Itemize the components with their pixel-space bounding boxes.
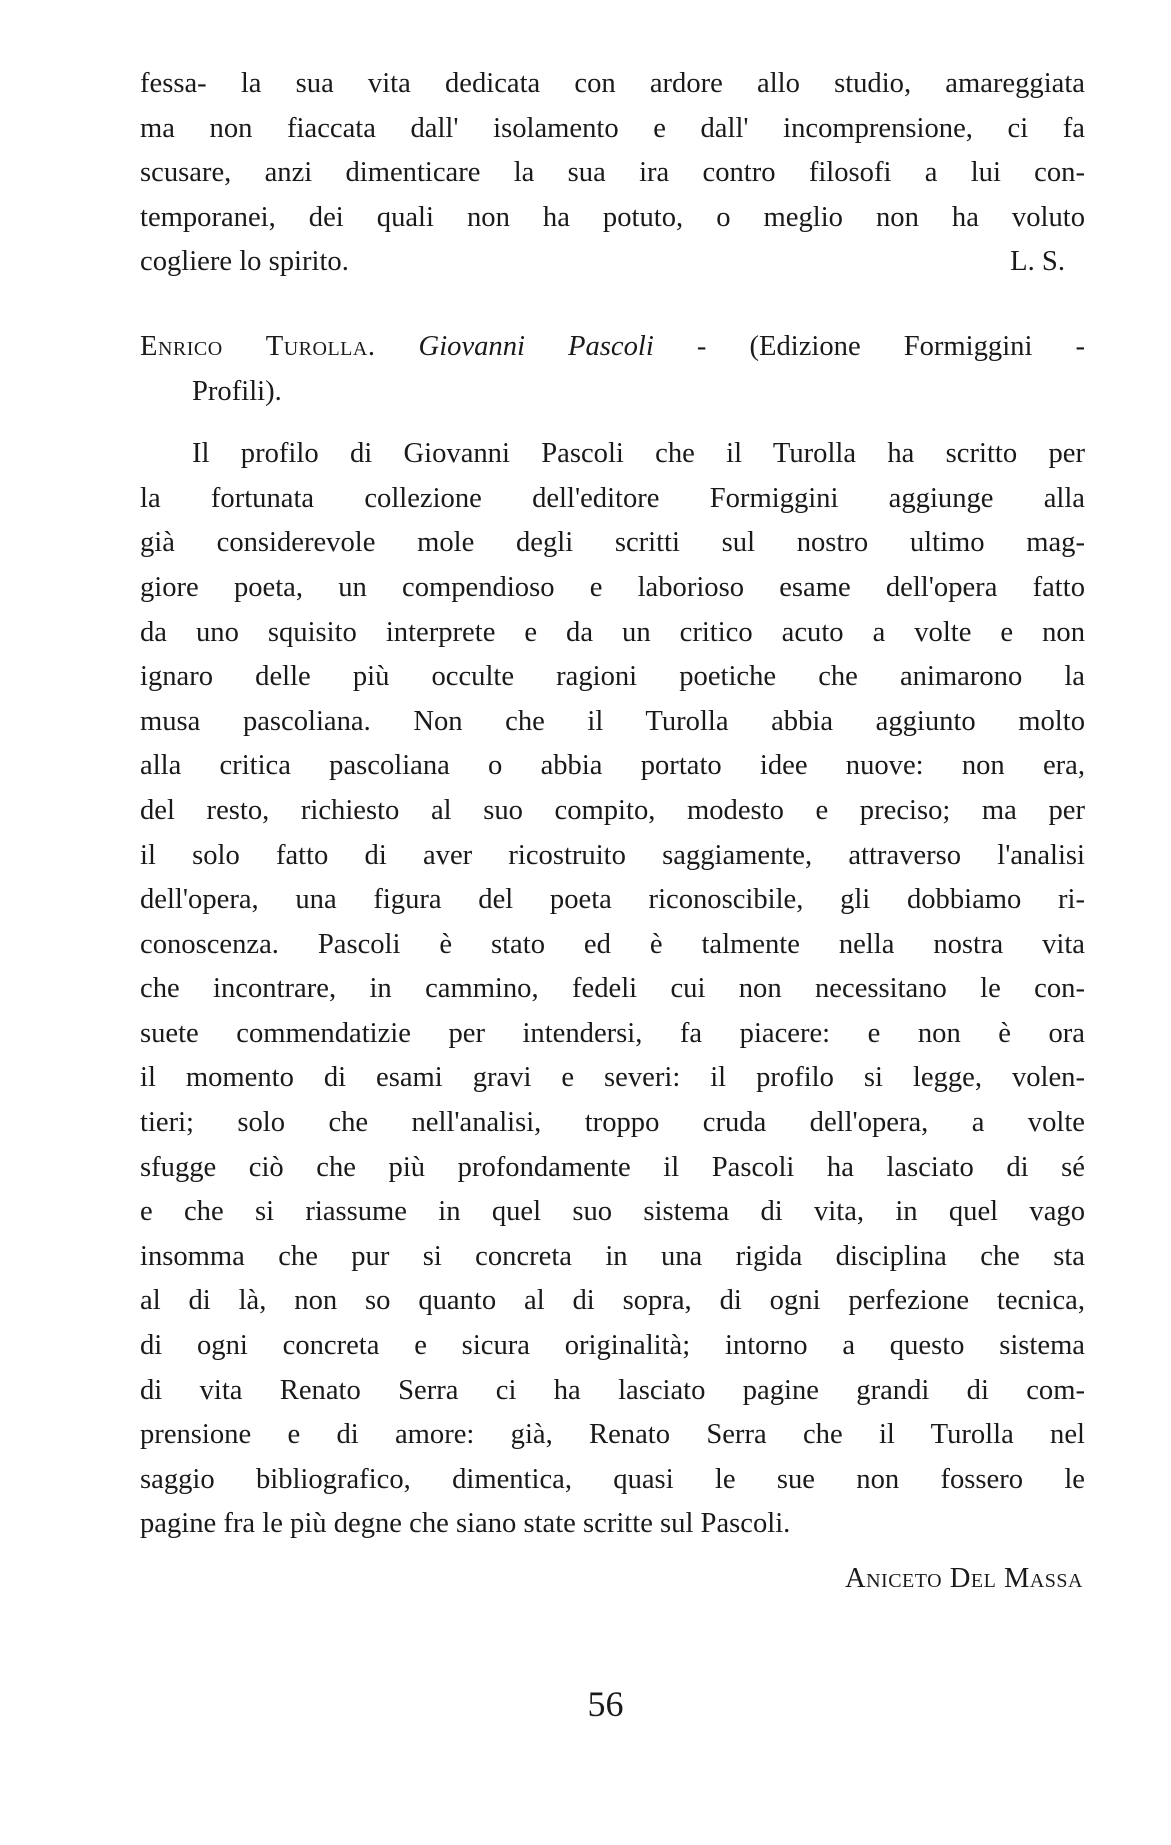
review-heading	[140, 325, 1085, 414]
text-line: ma non fiaccata dall' isolamento e dall' incomprensione, ci fa	[140, 112, 1085, 144]
text-line: la fortunata collezione dell'editore Formiggini aggiunge alla	[140, 482, 1085, 514]
text-line: musa pascoliana. Non che il Turolla abbia aggiunto molto	[140, 705, 1085, 737]
text-line: da uno squisito interprete e da un critico acuto a volte e non	[140, 616, 1085, 648]
text-line: di ogni concreta e sicura originalità; intorno a questo sistema	[140, 1330, 1085, 1362]
book-publisher: - (Edizione Formiggini -	[696, 330, 1085, 362]
text-line: e che si riassume in quel suo sistema di vita, in quel vago	[140, 1196, 1085, 1228]
text-line: dell'opera, una figura del poeta riconoscibile, gli dobbiamo ri-	[140, 884, 1085, 916]
text-line: sfugge ciò che più profondamente il Pascoli ha lasciato di sé	[140, 1151, 1085, 1183]
text-line: pagine fra le più degne che siano state scritte sul Pascoli.	[140, 1508, 791, 1540]
reviewer-initials: L. S.	[1010, 246, 1065, 278]
text-line: il momento di esami gravi e severi: il profilo si legge, volen-	[140, 1062, 1085, 1094]
reviewer-signature: Aniceto Del Massa	[844, 1563, 1083, 1594]
text-line: prensione e di amore: già, Renato Serra che il Turolla nel	[140, 1419, 1085, 1451]
review-continuation	[140, 62, 1085, 285]
text-line: saggio bibliografico, dimentica, quasi le sue non fossero le	[140, 1463, 1085, 1495]
text-line: il solo fatto di aver ricostruito saggiamente, attraverso l'analisi	[140, 839, 1085, 871]
book-title: Giovanni Pascoli	[418, 330, 654, 362]
text-line: Il profilo di Giovanni Pascoli che il Turolla ha scritto per	[192, 438, 1085, 470]
text-line: conoscenza. Pascoli è stato ed è talmente nella nostra vita	[140, 928, 1085, 960]
text-line: giore poeta, un compendioso e laborioso esame dell'opera fatto	[140, 571, 1085, 603]
text-line: ignaro delle più occulte ragioni poetiche che animarono la	[140, 661, 1085, 693]
text-line: fessa- la sua vita dedicata con ardore allo studio, amareggiata	[140, 68, 1085, 99]
text-line: cogliere lo spirito.	[140, 246, 349, 278]
text-line: al di là, non so quanto al di sopra, di ogni perfezione tecnica,	[140, 1285, 1085, 1317]
book-author: Enrico Turolla.	[140, 330, 376, 362]
page-number: 56	[587, 1684, 624, 1724]
text-line: temporanei, dei quali non ha potuto, o meglio non ha voluto	[140, 201, 1085, 233]
text-line: che incontrare, in cammino, fedeli cui non necessitano le con-	[140, 973, 1085, 1005]
text-line: scusare, anzi dimenticare la sua ira contro filosofi a lui con-	[140, 157, 1085, 189]
heading-line	[140, 325, 1085, 370]
review-body	[140, 432, 1085, 1547]
text-line: suete commendatizie per intendersi, fa piacere: e non è ora	[140, 1017, 1085, 1049]
text-line: alla critica pascoliana o abbia portato idee nuove: non era,	[140, 750, 1085, 782]
text-line: di vita Renato Serra ci ha lasciato pagine grandi di com-	[140, 1374, 1085, 1406]
closing-line	[140, 240, 1085, 285]
heading-line: Profili).	[192, 375, 282, 407]
text-line: tieri; solo che nell'analisi, troppo cruda dell'opera, a volte	[140, 1107, 1085, 1139]
text-line: già considerevole mole degli scritti sul nostro ultimo mag-	[140, 527, 1085, 559]
page-content	[140, 62, 1085, 1602]
text-line: del resto, richiesto al suo compito, modesto e preciso; ma per	[140, 794, 1085, 826]
text-line: insomma che pur si concreta in una rigida disciplina che sta	[140, 1240, 1085, 1272]
